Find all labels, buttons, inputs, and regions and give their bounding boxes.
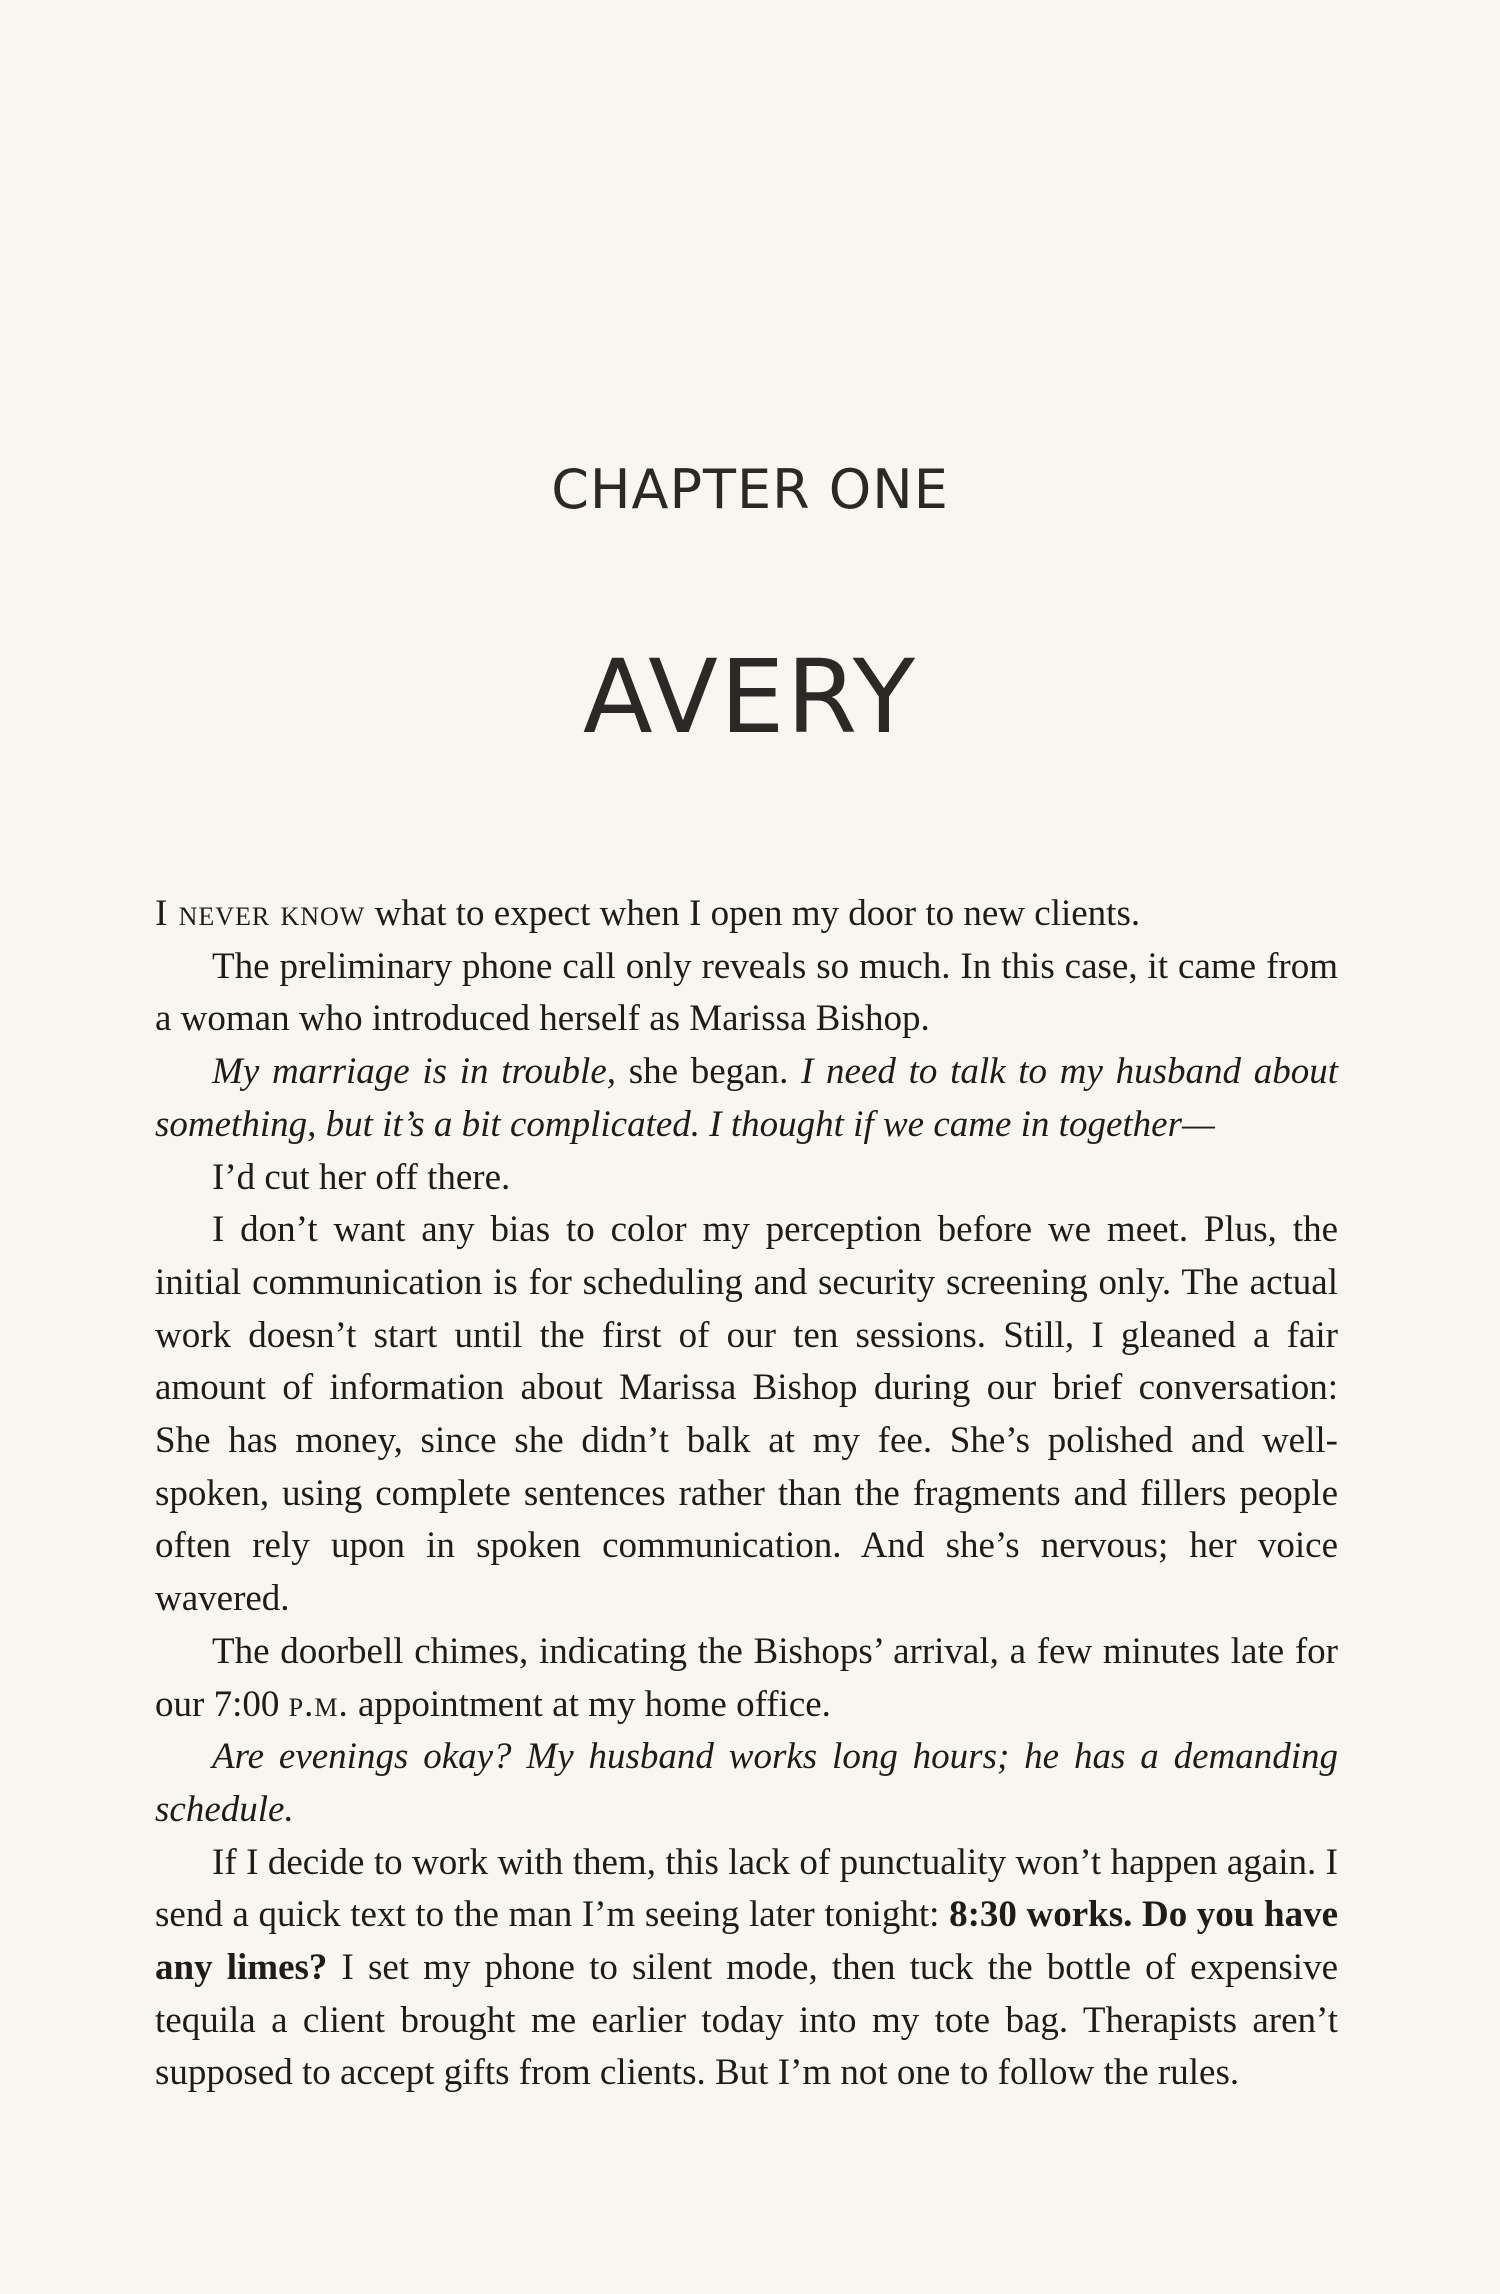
paragraph-8-before: If I decide to work with them, this lack of punctuality won’t happen again. I send a quick text to the man I’m seeing later tonight:	[155, 1841, 1338, 1936]
time-suffix: p.m.	[288, 1683, 349, 1725]
paragraph-1-text: what to expect when I open my door to new clients.	[365, 893, 1141, 934]
chapter-title: AVERY	[582, 638, 918, 757]
paragraph-8	[155, 1837, 1338, 2101]
paragraph-4: I’d cut her off there.	[212, 1156, 511, 1198]
paragraph-3	[155, 1046, 1338, 1151]
paragraph-8-after: I set my phone to silent mode, then tuck the bottle of expensive tequila a client brought me earlier today into my tote bag. Therapists aren’t supposed to accept gifts from clients. But I’m not one to follow the rules.	[155, 1947, 1339, 2094]
chapter-body	[155, 888, 1338, 2100]
paragraph-6-before: The doorbell chimes, indicating the Bishops’ arrival, a few minutes late for our 7:00	[155, 1630, 1338, 1725]
paragraph-5: I don’t want any bias to color my perception before we meet. Plus, the initial communication is for scheduling and security screening only. The actual work doesn’t start until the first of our ten sessions. Still, I gleaned a fair amount of information about Marissa Bishop during our brief conversation: She has money, since she didn’t balk at my fee. She’s polished and well-spoken, using complete sentences rather than the fragments and fillers people often rely upon in spoken communication. And she’s nervous; her voice wavered.	[155, 1209, 1338, 1620]
paragraph-7: Are evenings okay? My husband works long hours; he has a demanding schedule.	[155, 1736, 1338, 1830]
opening-small-caps: I never know	[155, 893, 366, 934]
paragraph-2: The preliminary phone call only reveals so much. In this case, it came from a woman who introduced herself as Marissa Bishop.	[155, 945, 1338, 1040]
chapter-number: CHAPTER ONE	[551, 458, 949, 521]
quote-italic-b: I need to talk to my husband about something, but it’s a bit complicated. I thought if we came in together—	[155, 1051, 1338, 1145]
quote-italic-a: My marriage is in trouble,	[212, 1051, 616, 1093]
paragraph-3-roman: she began.	[616, 1051, 802, 1093]
paragraph-6-after: appointment at my home office.	[348, 1683, 831, 1725]
text-message: 8:30 works. Do you have any limes?	[155, 1894, 1338, 1989]
paragraph-6	[155, 1626, 1338, 1731]
paragraph-1	[155, 888, 1338, 941]
